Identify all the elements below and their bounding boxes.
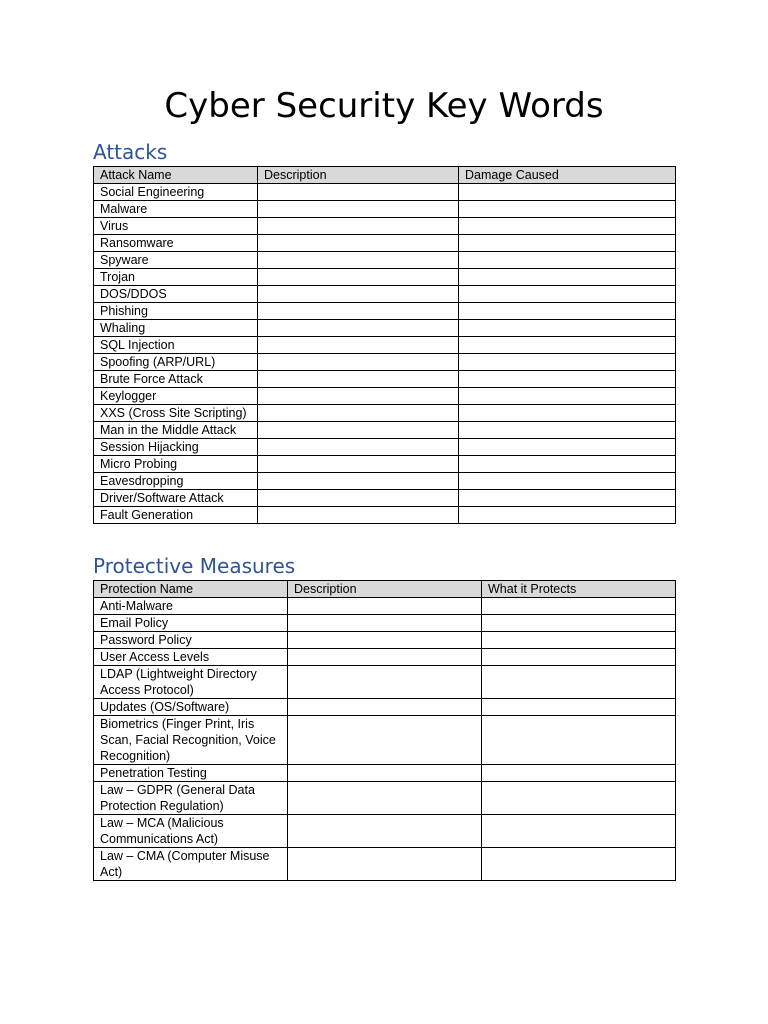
measure-detail-cell[interactable]	[482, 716, 676, 765]
measure-detail-cell[interactable]	[482, 598, 676, 615]
measure-name-cell: User Access Levels	[94, 649, 288, 666]
attack-detail-cell[interactable]	[459, 456, 676, 473]
attack-name-cell: SQL Injection	[94, 337, 258, 354]
table-row	[94, 439, 676, 456]
attacks-heading: Attacks	[93, 140, 168, 164]
measure-description-cell[interactable]	[288, 598, 482, 615]
table-row	[94, 422, 676, 439]
attack-detail-cell[interactable]	[459, 337, 676, 354]
attack-description-cell[interactable]	[258, 320, 459, 337]
attack-detail-cell[interactable]	[459, 269, 676, 286]
attack-detail-cell[interactable]	[459, 184, 676, 201]
attack-detail-cell[interactable]	[459, 218, 676, 235]
attack-name-cell: Man in the Middle Attack	[94, 422, 258, 439]
attack-name-cell: Malware	[94, 201, 258, 218]
table-row	[94, 303, 676, 320]
measure-detail-cell[interactable]	[482, 848, 676, 881]
table-row	[94, 765, 676, 782]
table-row	[94, 716, 676, 765]
measure-description-cell[interactable]	[288, 716, 482, 765]
measure-description-cell[interactable]	[288, 848, 482, 881]
attack-description-cell[interactable]	[258, 354, 459, 371]
table-row	[94, 320, 676, 337]
table-row	[94, 354, 676, 371]
attack-description-cell[interactable]	[258, 422, 459, 439]
attack-name-cell: Session Hijacking	[94, 439, 258, 456]
table-row	[94, 782, 676, 815]
attack-description-cell[interactable]	[258, 269, 459, 286]
measures-column-header-name: Protection Name	[94, 581, 288, 598]
measure-description-cell[interactable]	[288, 765, 482, 782]
measure-detail-cell[interactable]	[482, 615, 676, 632]
measure-name-cell: Penetration Testing	[94, 765, 288, 782]
attack-detail-cell[interactable]	[459, 507, 676, 524]
table-row	[94, 456, 676, 473]
page-title: Cyber Security Key Words	[164, 86, 604, 126]
measure-description-cell[interactable]	[288, 699, 482, 716]
attack-description-cell[interactable]	[258, 184, 459, 201]
attack-description-cell[interactable]	[258, 286, 459, 303]
table-row	[94, 388, 676, 405]
table-row	[94, 598, 676, 615]
attacks-table	[93, 166, 676, 524]
attack-description-cell[interactable]	[258, 303, 459, 320]
measures-header-row	[94, 581, 676, 598]
measure-name-cell: Law – CMA (Computer Misuse Act)	[94, 848, 288, 881]
attack-description-cell[interactable]	[258, 201, 459, 218]
attack-description-cell[interactable]	[258, 490, 459, 507]
attack-name-cell: Micro Probing	[94, 456, 258, 473]
attack-detail-cell[interactable]	[459, 320, 676, 337]
measure-description-cell[interactable]	[288, 815, 482, 848]
measure-detail-cell[interactable]	[482, 765, 676, 782]
table-row	[94, 235, 676, 252]
table-row	[94, 286, 676, 303]
attack-name-cell: Eavesdropping	[94, 473, 258, 490]
measure-detail-cell[interactable]	[482, 632, 676, 649]
attack-name-cell: Social Engineering	[94, 184, 258, 201]
measure-description-cell[interactable]	[288, 782, 482, 815]
measure-name-cell: Biometrics (Finger Print, Iris Scan, Facial Recognition, Voice Recognition)	[94, 716, 288, 765]
attack-detail-cell[interactable]	[459, 473, 676, 490]
measure-detail-cell[interactable]	[482, 666, 676, 699]
attack-description-cell[interactable]	[258, 388, 459, 405]
table-row	[94, 615, 676, 632]
attacks-header-row	[94, 167, 676, 184]
protective-measures-table	[93, 580, 676, 881]
table-row	[94, 473, 676, 490]
table-row	[94, 252, 676, 269]
protective-measures-heading: Protective Measures	[93, 554, 296, 578]
attack-name-cell: Virus	[94, 218, 258, 235]
attack-detail-cell[interactable]	[459, 201, 676, 218]
attack-detail-cell[interactable]	[459, 490, 676, 507]
attack-name-cell: Driver/Software Attack	[94, 490, 258, 507]
measure-description-cell[interactable]	[288, 649, 482, 666]
table-row	[94, 632, 676, 649]
attacks-column-header-name: Attack Name	[94, 167, 258, 184]
attack-name-cell: Trojan	[94, 269, 258, 286]
attack-description-cell[interactable]	[258, 337, 459, 354]
attack-description-cell[interactable]	[258, 252, 459, 269]
attack-description-cell[interactable]	[258, 235, 459, 252]
attack-detail-cell[interactable]	[459, 286, 676, 303]
attack-detail-cell[interactable]	[459, 439, 676, 456]
measure-name-cell: LDAP (Lightweight Directory Access Protocol)	[94, 666, 288, 699]
attack-description-cell[interactable]	[258, 473, 459, 490]
measure-detail-cell[interactable]	[482, 782, 676, 815]
attack-name-cell: Spoofing (ARP/URL)	[94, 354, 258, 371]
attack-description-cell[interactable]	[258, 218, 459, 235]
attack-detail-cell[interactable]	[459, 235, 676, 252]
attack-name-cell: Whaling	[94, 320, 258, 337]
table-row	[94, 371, 676, 388]
table-row	[94, 184, 676, 201]
measure-description-cell[interactable]	[288, 666, 482, 699]
attack-description-cell[interactable]	[258, 405, 459, 422]
table-row	[94, 507, 676, 524]
measure-detail-cell[interactable]	[482, 649, 676, 666]
attack-name-cell: Brute Force Attack	[94, 371, 258, 388]
attack-name-cell: Phishing	[94, 303, 258, 320]
measure-name-cell: Law – GDPR (General Data Protection Regulation)	[94, 782, 288, 815]
attack-name-cell: DOS/DDOS	[94, 286, 258, 303]
table-row	[94, 649, 676, 666]
attack-detail-cell[interactable]	[459, 252, 676, 269]
attack-description-cell[interactable]	[258, 456, 459, 473]
attack-name-cell: Ransomware	[94, 235, 258, 252]
table-row	[94, 218, 676, 235]
measure-name-cell: Email Policy	[94, 615, 288, 632]
measure-name-cell: Updates (OS/Software)	[94, 699, 288, 716]
attack-detail-cell[interactable]	[459, 371, 676, 388]
table-row	[94, 666, 676, 699]
measure-detail-cell[interactable]	[482, 815, 676, 848]
attack-detail-cell[interactable]	[459, 405, 676, 422]
table-row	[94, 490, 676, 507]
measure-detail-cell[interactable]	[482, 699, 676, 716]
attack-name-cell: Keylogger	[94, 388, 258, 405]
table-row	[94, 815, 676, 848]
table-row	[94, 337, 676, 354]
table-row	[94, 405, 676, 422]
attack-description-cell[interactable]	[258, 507, 459, 524]
measures-column-header-protects: What it Protects	[482, 581, 676, 598]
table-row	[94, 699, 676, 716]
attack-detail-cell[interactable]	[459, 388, 676, 405]
attack-name-cell: XXS (Cross Site Scripting)	[94, 405, 258, 422]
measure-description-cell[interactable]	[288, 632, 482, 649]
attacks-column-header-damage: Damage Caused	[459, 167, 676, 184]
measure-name-cell: Anti-Malware	[94, 598, 288, 615]
attack-description-cell[interactable]	[258, 439, 459, 456]
measure-name-cell: Law – MCA (Malicious Communications Act)	[94, 815, 288, 848]
table-row	[94, 269, 676, 286]
attack-name-cell: Fault Generation	[94, 507, 258, 524]
measure-description-cell[interactable]	[288, 615, 482, 632]
measure-name-cell: Password Policy	[94, 632, 288, 649]
measures-column-header-description: Description	[288, 581, 482, 598]
table-row	[94, 848, 676, 881]
table-row	[94, 201, 676, 218]
attack-detail-cell[interactable]	[459, 422, 676, 439]
attacks-column-header-description: Description	[258, 167, 459, 184]
attack-detail-cell[interactable]	[459, 303, 676, 320]
attack-detail-cell[interactable]	[459, 354, 676, 371]
attack-description-cell[interactable]	[258, 371, 459, 388]
attack-name-cell: Spyware	[94, 252, 258, 269]
